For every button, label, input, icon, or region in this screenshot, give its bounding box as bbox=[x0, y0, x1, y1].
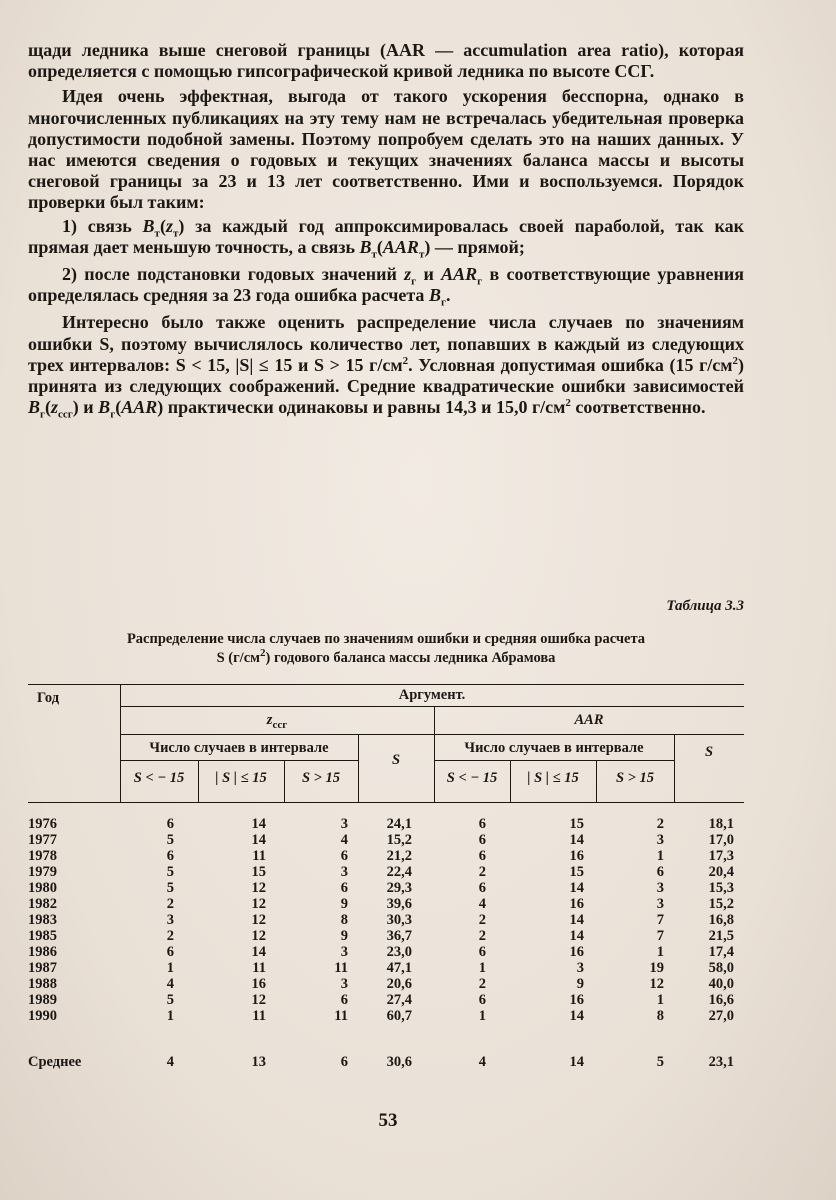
table-row: 1978 6 11 6 21,2 6 16 1 17,3 bbox=[28, 848, 734, 864]
table-caption: Распределение числа случаев по значениям ошибки и средняя ошибка расчета S $(г/см^2)$ годового баланса массы ледника Абрамова bbox=[126, 631, 646, 666]
count-rule-right bbox=[434, 760, 674, 761]
header-s-right: S bbox=[704, 744, 714, 760]
header-abs-left: | S | ≤ 15 bbox=[215, 770, 267, 786]
table-row: 1980 5 12 6 29,3 6 14 3 15,3 bbox=[28, 880, 734, 896]
table-row: 1983 3 12 8 30,3 2 14 7 16,8 bbox=[28, 912, 734, 928]
paragraph-distribution: Интересно было также оценить распределение числа случаев по значениям ошибки S, поэтому вычислялось количество лет, попавших в каждый из следующих трех интервалов: S < 15, |S| ≤ 15 и S > 15 $г/см^2$. Условная допустимая ошибка (15 $г/см^2$) принята из следующих соображений. Средние квадратические ошибки зависимостей $B_г(z_{ccг})$ и $B_г(AAR)$ практически одинаковы и равны 14,3 и 15,0 $г/см^2$ соответственно. bbox=[28, 312, 745, 421]
header-abs-right: | S | ≤ 15 bbox=[527, 770, 579, 786]
header-s-left: S bbox=[391, 752, 401, 768]
paragraph-intro: щади ледника выше снеговой границы (AAR — accumulation area ratio), которая определяется с помощью гипсографической кривой ледника по высоте ССГ. bbox=[28, 40, 744, 82]
header-gt-right: S > 15 bbox=[615, 770, 655, 786]
body-text bbox=[28, 40, 745, 421]
page-number: 53 bbox=[378, 1110, 398, 1131]
argument-rule bbox=[120, 706, 744, 707]
header-lt-right: S < − 15 bbox=[446, 770, 498, 786]
table-row: 1985 2 12 9 36,7 2 14 7 21,5 bbox=[28, 928, 734, 944]
header-bottom-rule bbox=[28, 802, 744, 803]
group-rule bbox=[120, 734, 744, 735]
table-row: 1982 2 12 9 39,6 4 16 3 15,2 bbox=[28, 896, 734, 912]
list-item-2: 2) после подстановки годовых значений $z_г$ и $AAR_г$ в соответствующие уравнения определялась средняя за 23 года ошибка расчета $B_г$. bbox=[28, 264, 744, 309]
table-row: 1989 5 12 6 27,4 6 16 1 16,6 bbox=[28, 992, 734, 1008]
header-argument: Аргумент. bbox=[398, 687, 466, 703]
paragraph-idea: Идея очень эффектная, выгода от такого ускорения бесспорна, однако в многочисленных публикациях на эту тему нам не встречалась убедительная проверка допустимости подобной замены. Поэтому попробуем сделать это на наших данных. У нас имеются сведения о годовых и текущих значениях баланса массы и высоты снеговой границы за 23 и 13 лет соответственно. Ими и воспользуемся. Порядок проверки был таким: bbox=[28, 86, 744, 213]
table-row: 1987 1 11 11 47,1 1 3 19 58,0 bbox=[28, 960, 734, 976]
table-row: 1986 6 14 3 23,0 6 16 1 17,4 bbox=[28, 944, 734, 960]
table-row: 1990 1 11 11 60,7 1 14 8 27,0 bbox=[28, 1008, 734, 1024]
header-aar: AAR bbox=[574, 712, 604, 728]
list-item-1: 1) связь $B_т(z_т)$ за каждый год аппроксимировалась своей параболой, так как прямая дает меньшую точность, а связь $B_т(AAR_т)$ — прямой; bbox=[28, 215, 744, 261]
table-row: 1977 5 14 4 15,2 6 14 3 17,0 bbox=[28, 832, 734, 848]
data-table bbox=[28, 684, 744, 1074]
table-row: 1979 5 15 3 22,4 2 15 6 20,4 bbox=[28, 864, 734, 880]
header-count-left: Число случаев в интервале bbox=[149, 740, 329, 756]
header-zccg: $z_{ccг}$ bbox=[266, 712, 288, 731]
table-number: Таблица 3.3 bbox=[666, 598, 744, 614]
header-year: Год bbox=[36, 690, 60, 706]
table-mean-row: Среднее 4 13 6 30,6 4 14 5 23,1 bbox=[28, 1054, 734, 1070]
count-rule-left bbox=[120, 760, 358, 761]
header-count-right: Число случаев в интервале bbox=[464, 740, 644, 756]
table-row: 1976 6 14 3 24,1 6 15 2 18,1 bbox=[28, 816, 734, 832]
table-top-rule bbox=[28, 684, 744, 685]
header-gt-left: S > 15 bbox=[301, 770, 341, 786]
table-row: 1988 4 16 3 20,6 2 9 12 40,0 bbox=[28, 976, 734, 992]
header-lt-left: S < − 15 bbox=[133, 770, 185, 786]
